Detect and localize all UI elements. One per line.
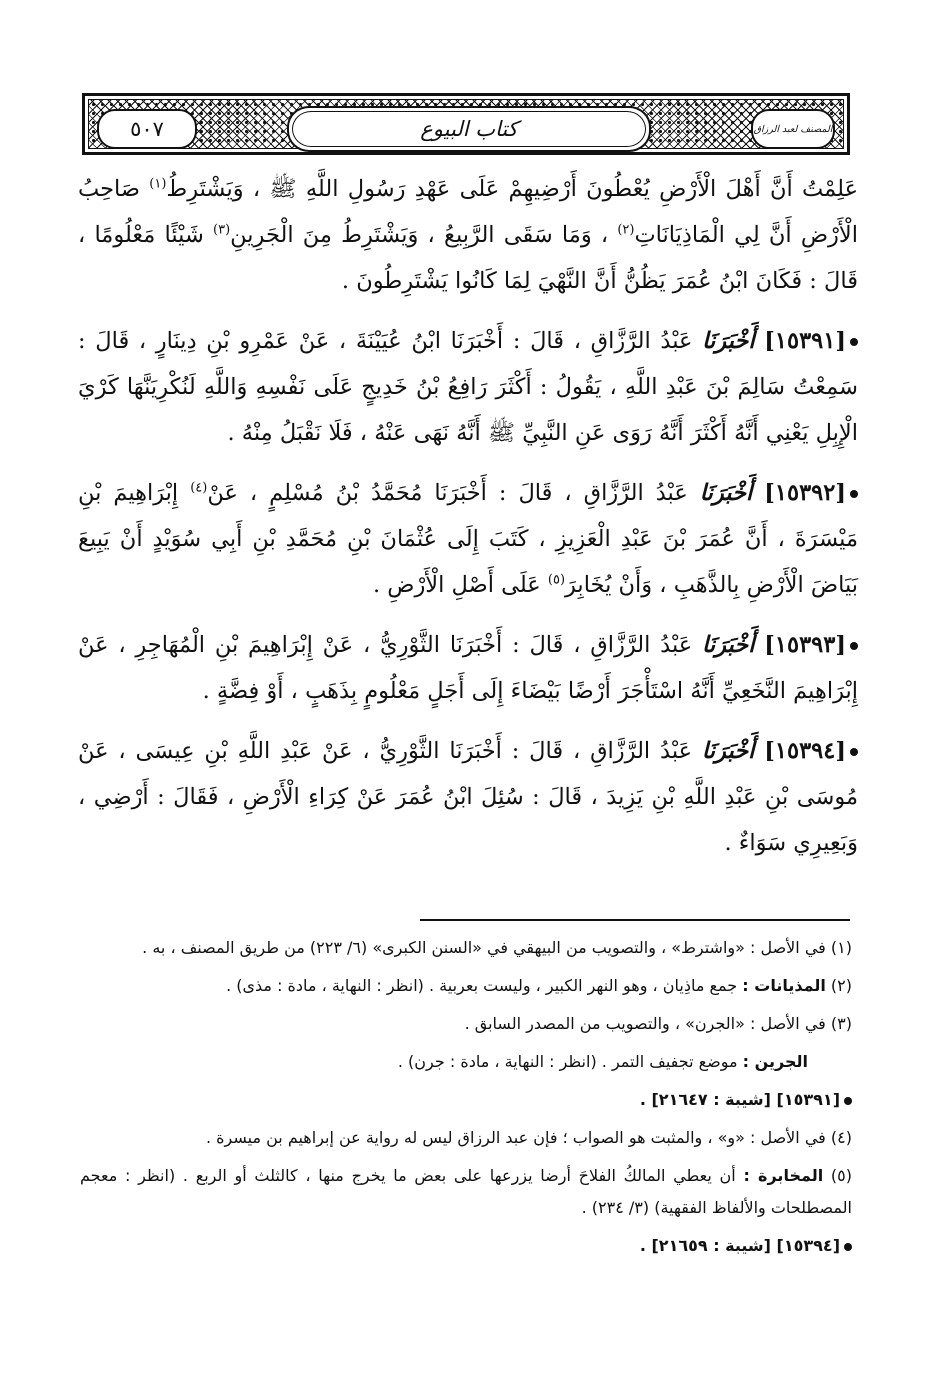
akhbarana-word: أَخْبَرَنَا [701, 632, 755, 658]
text-segment: إِبْرَاهِيمَ بْنِ مَيْسَرَةَ ، أَنَّ عُمَرَ بْنَ عَبْدِ الْعَزِيزِ ، كَتَبَ إِلَى عُثْمَانَ بْنِ مُحَمَّدِ بْنِ أَبِي سُوَيْدٍ أَنْ يَبِيعَ بَيَاضَ الْأَرْضِ بِالذَّهَبِ ، وَأَنْ يُخَابِرَ [78, 480, 859, 598]
main-text [78, 166, 858, 880]
footnote-text: موضع تجفيف التمر . (انظر : النهاية ، مادة : جرن) . [397, 1052, 743, 1071]
footnote [80, 1008, 852, 1040]
footnote-text: [١٥٣٩٤] [شيبة : ٢١٦٥٩] . [639, 1236, 840, 1255]
footnote-number: (٢) [825, 976, 852, 995]
title-cartouche [287, 106, 651, 152]
footnote-term: الجرين : [742, 1052, 808, 1071]
footnote-term: المذيانات : [742, 976, 826, 995]
footnote-number: (١) [825, 938, 852, 957]
footnote [80, 1046, 852, 1078]
footnote-reference: (٤) [190, 480, 208, 496]
footnote-number: (٤) [825, 1128, 852, 1147]
text-segment: عَبْدُ الرَّزَّاقِ ، قَالَ : أَخْبَرَنَا الثَّوْرِيُّ ، عَنْ إِبْرَاهِيمَ بْنِ الْمُهَاجِرِ ، عَنْ إِبْرَاهِيمَ النَّخَعِيِّ أَنَّهُ اسْتَأْجَرَ أَرْضًا بَيْضَاءَ إِلَى أَجَلٍ مَعْلُومٍ بِذَهَبٍ ، أَوْ فِضَّةٍ . [78, 632, 858, 704]
hadith-paragraph [78, 622, 858, 714]
hadith-number: [١٥٣٩١] [764, 328, 846, 354]
akhbarana-word: أَخْبَرَنَا [702, 328, 755, 354]
footnote [80, 970, 852, 1002]
text-segment: عَبْدُ الرَّزَّاقِ ، قَالَ : أَخْبَرَنَا مُحَمَّدُ بْنُ مُسْلِمٍ ، عَنْ [207, 480, 700, 506]
footnote-reference: (٥) [547, 572, 566, 588]
header-ornament [88, 99, 844, 149]
text-segment: عَلِمْتُ أَنَّ أَهْلَ الْأَرْضِ يُعْطُونَ أَرْضِيهِمْ عَلَى عَهْدِ رَسُولِ اللَّهِ ﷺ ، وَيَشْتَرِطُ [166, 176, 859, 202]
bullet-icon [850, 642, 858, 650]
akhbarana-word: أَخْبَرَنَا [699, 480, 753, 506]
bullet-icon [850, 490, 858, 498]
chapter-title: كتاب البيوع [420, 117, 518, 141]
footnote-text: في الأصل : «الجرن» ، والتصويب من المصدر السابق . [464, 1014, 826, 1033]
hadith-paragraph [78, 318, 858, 456]
page-number: ٥٠٧ [130, 117, 164, 141]
akhbarana-word: أَخْبَرَنَا [701, 738, 755, 764]
footnote-text: جمع ماذِيان ، وهو النهر الكبير ، وليست بعربية . (انظر : النهاية ، مادة : مذى) . [226, 976, 743, 995]
footnote [80, 1122, 852, 1154]
text-segment: شَيْئًا مَعْلُومًا ، قَالَ : فَكَانَ ابْنُ عُمَرَ يَظُنُّ أَنَّ النَّهْيَ لِمَا كَانُوا يَشْتَرِطُونَ . [78, 222, 858, 294]
text-segment: صَاحِبُ الْأَرْضِ أَنَّ لِي الْمَاذِيَانَاتِ [78, 176, 858, 248]
hadith-paragraph [78, 728, 858, 866]
text-segment: عَبْدُ الرَّزَّاقِ ، قَالَ : أَخْبَرَنَا الثَّوْرِيُّ ، عَنْ عَبْدِ اللَّهِ بْنِ عِيسَى ، عَنْ مُوسَى بْنِ عَبْدِ اللَّهِ بْنِ يَزِيدَ ، قَالَ : سُئِلَ ابْنُ عُمَرَ عَنْ كِرَاءِ الْأَرْضِ ، فَقَالَ : أَرْضِي ، وَبَعِيرِي سَوَاءٌ . [78, 738, 858, 856]
hadith-number: [١٥٣٩٤] [764, 738, 846, 764]
footnote-reference: (٣) [213, 222, 231, 238]
text-segment: عَلَى أَصْلِ الْأَرْضِ . [372, 572, 548, 598]
hadith-paragraph [78, 470, 858, 608]
footnote-term: المخابرة : [743, 1166, 824, 1185]
reference-line [80, 1230, 852, 1262]
footnote-text: أن يعطي المالكُ الفلاحَ أرضا يزرعها على بعض ما يخرج منها ، كالثلث أو الربع . (انظر : معجم المصطلحات والألفاظ الفقهية) (٣/ ٢٣٤) . [80, 1166, 852, 1217]
footnote [80, 1160, 852, 1224]
footnote-divider [420, 919, 850, 921]
footnote-number: (٣) [825, 1014, 852, 1033]
hadith-number: [١٥٣٩٢] [764, 480, 846, 506]
page-header [82, 93, 850, 155]
page-number-cartouche [97, 109, 197, 149]
footnote-text: [١٥٣٩١] [شيبة : ٢١٦٤٧] . [639, 1090, 840, 1109]
hadith-number: [١٥٣٩٣] [764, 632, 846, 658]
footnote [80, 932, 852, 964]
bullet-icon [844, 1243, 852, 1251]
footnote-reference: (١) [149, 176, 167, 192]
text-segment: ، وَمَا سَقَى الرَّبِيعُ ، وَيَشْتَرِطُ مِنَ الْجَرِينِ [230, 222, 618, 248]
footnote-text: في الأصل : «و» ، والمثبت هو الصواب ؛ فإن عبد الرزاق ليس له رواية عن إبراهيم بن ميسرة . [205, 1128, 826, 1147]
reference-line [80, 1084, 852, 1116]
footnotes [80, 932, 852, 1268]
book-name: المصنف لعبد الرزاق [753, 123, 833, 135]
text-segment: عَبْدُ الرَّزَّاقِ ، قَالَ : أَخْبَرَنَا ابْنُ عُيَيْنَةَ ، عَنْ عَمْرِو بْنِ دِينَارٍ ، قَالَ : سَمِعْتُ سَالِمَ بْنَ عَبْدِ اللَّهِ ، يَقُولُ : أَكْثَرَ رَافِعُ بْنُ خَدِيجٍ عَلَى نَفْسِهِ وَاللَّهِ لَنُكْرِيَنَّهَا كَرْيَ الْإِبِلِ يَعْنِي أَنَّهُ أَكْثَرَ أَنَّهُ رَوَى عَنِ النَّبِيِّ ﷺ أَنَّهُ نَهَى عَنْهُ ، فَلَا نَقْبَلُ مِنْهُ . [78, 328, 858, 446]
bullet-icon [844, 1097, 852, 1105]
bullet-icon [850, 748, 858, 756]
footnote-reference: (٢) [617, 222, 635, 238]
hadith-paragraph [78, 166, 858, 304]
footnote-text: في الأصل : «واشترط» ، والتصويب من البيهقي في «السنن الكبرى» (٦/ ٢٢٣) من طريق المصنف ، به . [142, 938, 826, 957]
bullet-icon [850, 338, 858, 346]
footnote-number: (٥) [823, 1166, 853, 1185]
book-emblem [751, 109, 835, 149]
